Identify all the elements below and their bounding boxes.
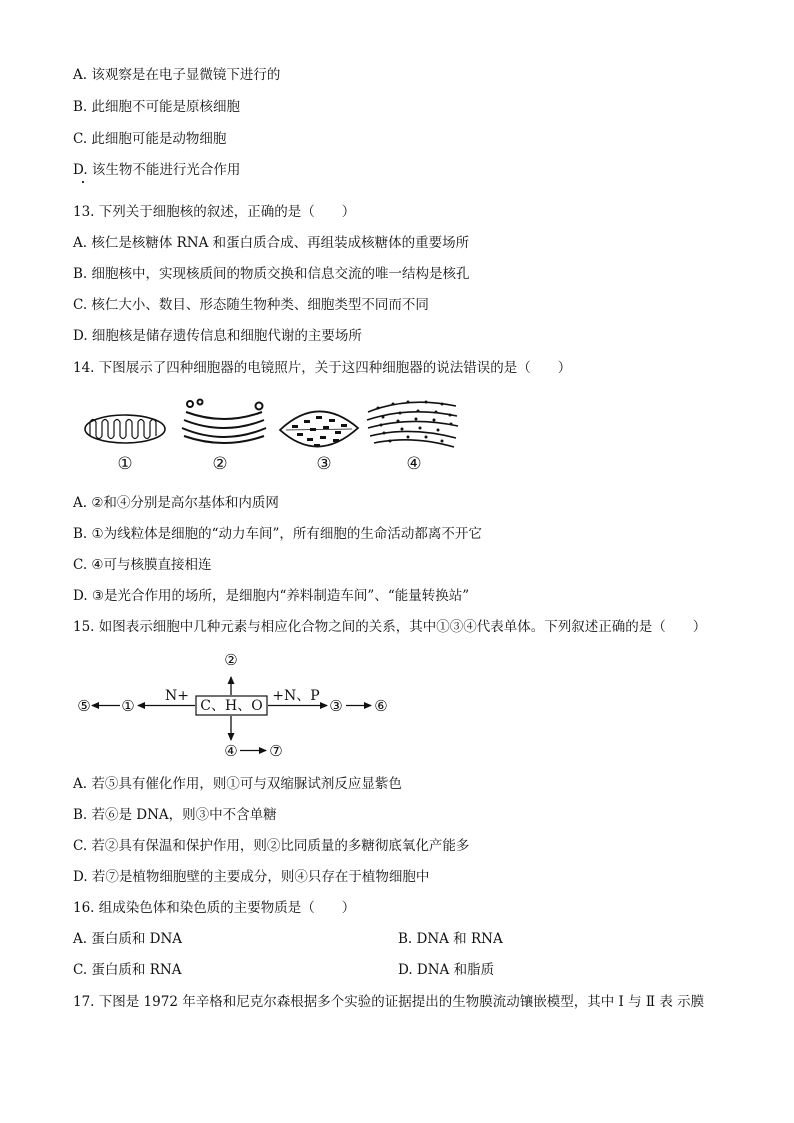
- q13-option-a: A. 核仁是核糖体 RNA 和蛋白质合成、再组装成核糖体的重要场所: [73, 235, 470, 251]
- node-1: ①: [121, 697, 135, 715]
- q15-option-b: B. 若⑥是 DNA，则③中不含单糖: [73, 807, 277, 823]
- q17-stem: 17. 下图是 1972 年辛格和尼克尔森根据多个实验的证据提出的生物膜流动镶嵌模型，其中 I 与 Ⅱ 表 示膜: [73, 994, 705, 1010]
- q16-stem: 16. 组成染色体和染色质的主要物质是（ ）: [73, 900, 356, 916]
- q16-option-b: B. DNA 和 RNA: [398, 931, 503, 947]
- left-annotation: N+: [165, 688, 189, 704]
- q12-option-a: A. 该观察是在电子显微镜下进行的: [73, 67, 281, 83]
- q13-stem: 13. 下列关于细胞核的叙述，正确的是（ ）: [73, 204, 356, 220]
- q16-option-c: C. 蛋白质和 RNA: [73, 962, 182, 978]
- q14-option-d: D. ③是光合作用的场所，是细胞内“养料制造车间”、“能量转换站”: [73, 588, 470, 604]
- q13-option-c: C. 核仁大小、数目、形态随生物种类、细胞类型不同而不同: [73, 297, 429, 313]
- right-annotation: +N、P: [272, 688, 320, 704]
- q15-option-d: D. 若⑦是植物细胞壁的主要成分，则④只存在于植物细胞中: [73, 869, 430, 885]
- q13-option-d: D. 细胞核是储存遗传信息和细胞代谢的主要场所: [73, 328, 362, 344]
- q16-option-d: D. DNA 和脂质: [398, 962, 495, 978]
- node-5: ⑤: [77, 697, 91, 715]
- figure-label-3: ③: [316, 454, 332, 474]
- q14-stem: 14. 下图展示了四种细胞器的电镜照片，关于这四种细胞器的说法错误的是（ ）: [73, 360, 572, 376]
- organelle-figure: [78, 398, 478, 478]
- node-4: ④: [224, 742, 238, 760]
- q16-option-a: A. 蛋白质和 DNA: [73, 931, 183, 947]
- figure-label-4: ④: [406, 454, 422, 474]
- q15-option-a: A. 若⑤具有催化作用，则①可与双缩脲试剂反应显紫色: [73, 776, 402, 792]
- q15-option-c: C. 若②具有保温和保护作用，则②比同质量的多糖彻底氧化产能多: [73, 838, 470, 854]
- element-compound-diagram: [70, 648, 400, 763]
- golgi-image: [182, 400, 266, 444]
- node-3: ③: [329, 697, 343, 715]
- q13-option-b: B. 细胞核中，实现核质间的物质交换和信息交流的唯一结构是核孔: [73, 266, 470, 282]
- center-label: C、H、O: [200, 698, 263, 714]
- stray-dot: [82, 181, 84, 183]
- er-image: [367, 401, 458, 448]
- node-2: ②: [224, 651, 238, 669]
- mitochondrion-image: [85, 415, 165, 443]
- node-7: ⑦: [269, 742, 283, 760]
- q12-option-b: B. 此细胞不可能是原核细胞: [73, 99, 241, 115]
- q15-stem: 15. 如图表示细胞中几种元素与相应化合物之间的关系，其中①③④代表单体。下列叙述正确的是（ ）: [73, 619, 707, 635]
- figure-label-1: ①: [117, 454, 133, 474]
- node-6: ⑥: [374, 697, 388, 715]
- figure-label-2: ②: [212, 454, 228, 474]
- q12-option-d: D. 该生物不能进行光合作用: [73, 162, 241, 178]
- q12-option-c: C. 此细胞可能是动物细胞: [73, 131, 227, 147]
- q14-option-b: B. ①为线粒体是细胞的“动力车间”，所有细胞的生命活动都离不开它: [73, 526, 482, 542]
- q14-option-c: C. ④可与核膜直接相连: [73, 557, 212, 573]
- chloroplast-image: [280, 411, 358, 447]
- q14-option-a: A. ②和④分别是高尔基体和内质网: [73, 495, 279, 511]
